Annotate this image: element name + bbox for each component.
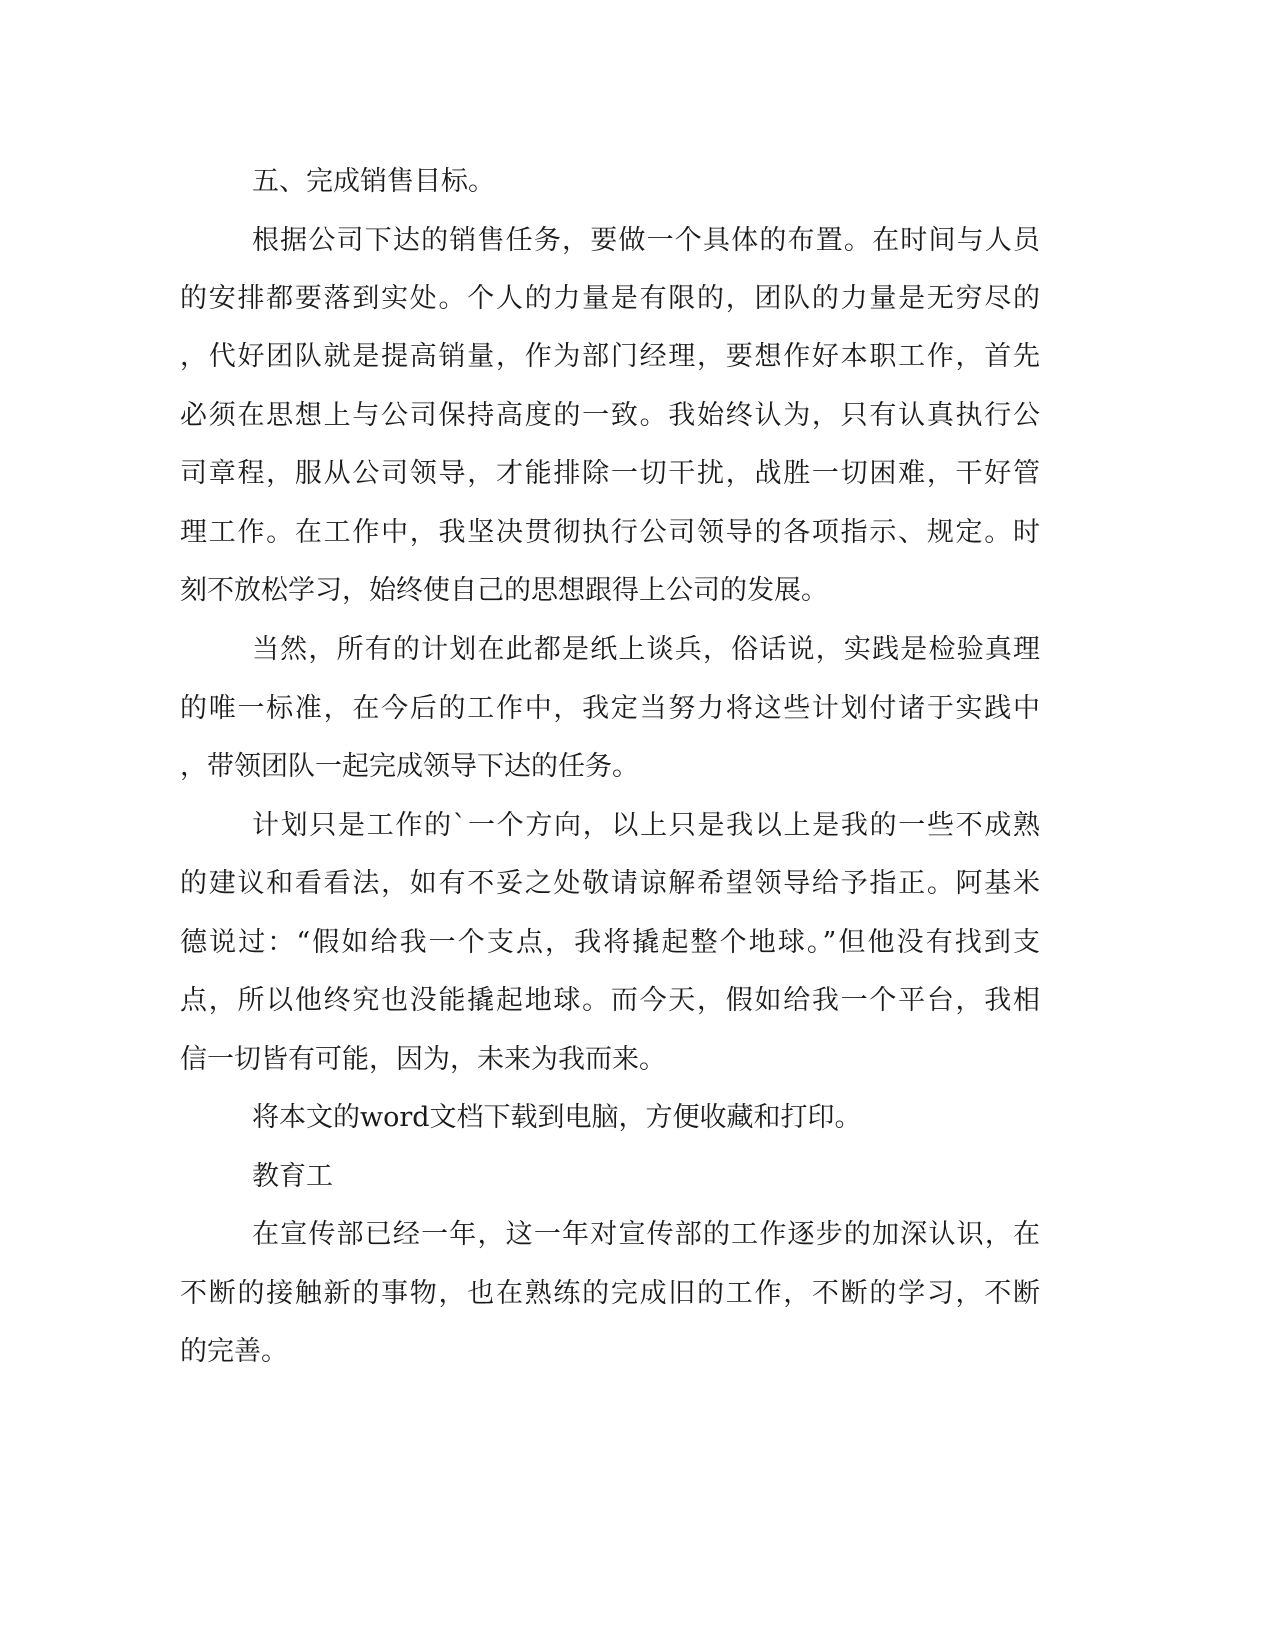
paragraph-line: 的建议和看看法，如有不妥之处敬请谅解希望领导给予指正。阿基米 (180, 868, 1040, 899)
paragraph-line: 信一切皆有可能，因为，未来为我而来。 (180, 1044, 666, 1075)
section-heading: 五、完成销售目标。 (252, 166, 495, 197)
paragraph-line: 当然，所有的计划在此都是纸上谈兵，俗话说，实践是检验真理 (252, 634, 1040, 665)
section-heading: 教育工 (252, 1161, 333, 1192)
paragraph-line: 的完善。 (180, 1336, 288, 1367)
paragraph-line: 点，所以他终究也没能撬起地球。而今天，假如给我一个平台，我相 (180, 985, 1040, 1016)
paragraph-line: 必须在思想上与公司保持高度的一致。我始终认为，只有认真执行公 (180, 400, 1040, 431)
paragraph-line: ，代好团队就是提高销量，作为部门经理，要想作好本职工作，首先 (180, 341, 1040, 372)
paragraph-line: ，带领团队一起完成领导下达的任务。 (180, 751, 639, 782)
paragraph-line: 的唯一标准，在今后的工作中，我定当努力将这些计划付诸于实践中 (180, 693, 1040, 724)
paragraph-line: 在宣传部已经一年，这一年对宣传部的工作逐步的加深认识，在 (252, 1219, 1040, 1250)
paragraph-line: 不断的接触新的事物，也在熟练的完成旧的工作，不断的学习，不断 (180, 1278, 1040, 1309)
paragraph-line: 的安排都要落到实处。个人的力量是有限的，团队的力量是无穷尽的 (180, 283, 1040, 314)
paragraph-line: 司章程，服从公司领导，才能排除一切干扰，战胜一切困难，干好管 (180, 458, 1040, 489)
paragraph-line: 理工作。在工作中，我坚决贯彻执行公司领导的各项指示、规定。时 (180, 517, 1040, 548)
paragraph-line: 计划只是工作的`一个方向，以上只是我以上是我的一些不成熟 (252, 810, 1040, 841)
paragraph-line: 根据公司下达的销售任务，要做一个具体的布置。在时间与人员 (252, 225, 1040, 256)
paragraph-line: 刻不放松学习，始终使自己的思想跟得上公司的发展。 (180, 575, 828, 606)
paragraph-line: 德说过：“假如给我一个支点，我将撬起整个地球。”但他没有找到支 (180, 927, 1040, 958)
download-note: 将本文的word文档下载到电脑，方便收藏和打印。 (252, 1102, 862, 1133)
